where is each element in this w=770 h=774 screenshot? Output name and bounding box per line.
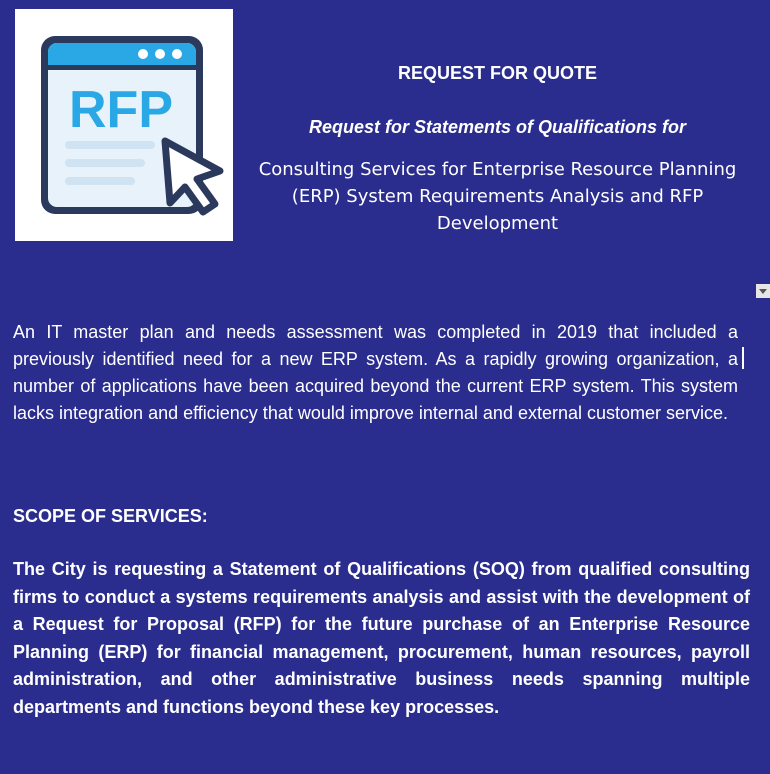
page-description: Consulting Services for Enterprise Resource Planning (ERP) System Requirements Analysis and RFP Development <box>258 159 737 234</box>
header <box>245 58 750 237</box>
scope-body: The City is requesting a Statement of Qualifications (SOQ) from qualified consulting firms to conduct a systems requirements analysis and assist with the development of a Request for Proposal (RFP) for the future purchase of an Enterprise Resource Planning (ERP) for financial management, procurement, human resources, payroll administration, and other administrative business needs spanning multiple departments and functions beyond these key processes. <box>13 559 750 717</box>
page-subtitle: Request for Statements of Qualifications for <box>308 117 687 137</box>
rfp-logo <box>15 9 233 241</box>
rfp-browser-window-with-cursor-icon <box>15 9 233 241</box>
logo-text: RFP <box>69 81 173 139</box>
scope-heading: SCOPE OF SERVICES: <box>13 506 208 526</box>
intro-paragraph: An IT master plan and needs assessment was completed in 2019 that included a previously identified need for a new ERP system. As a rapidly growing organization, a number of applications have been acquired beyond the current ERP system. This system lacks integration and efficiency that would improve internal and external customer service. <box>13 322 738 423</box>
text-cursor <box>742 347 744 369</box>
page-title: REQUEST FOR QUOTE <box>397 63 597 83</box>
scroll-down-arrow-icon[interactable] <box>756 284 770 298</box>
